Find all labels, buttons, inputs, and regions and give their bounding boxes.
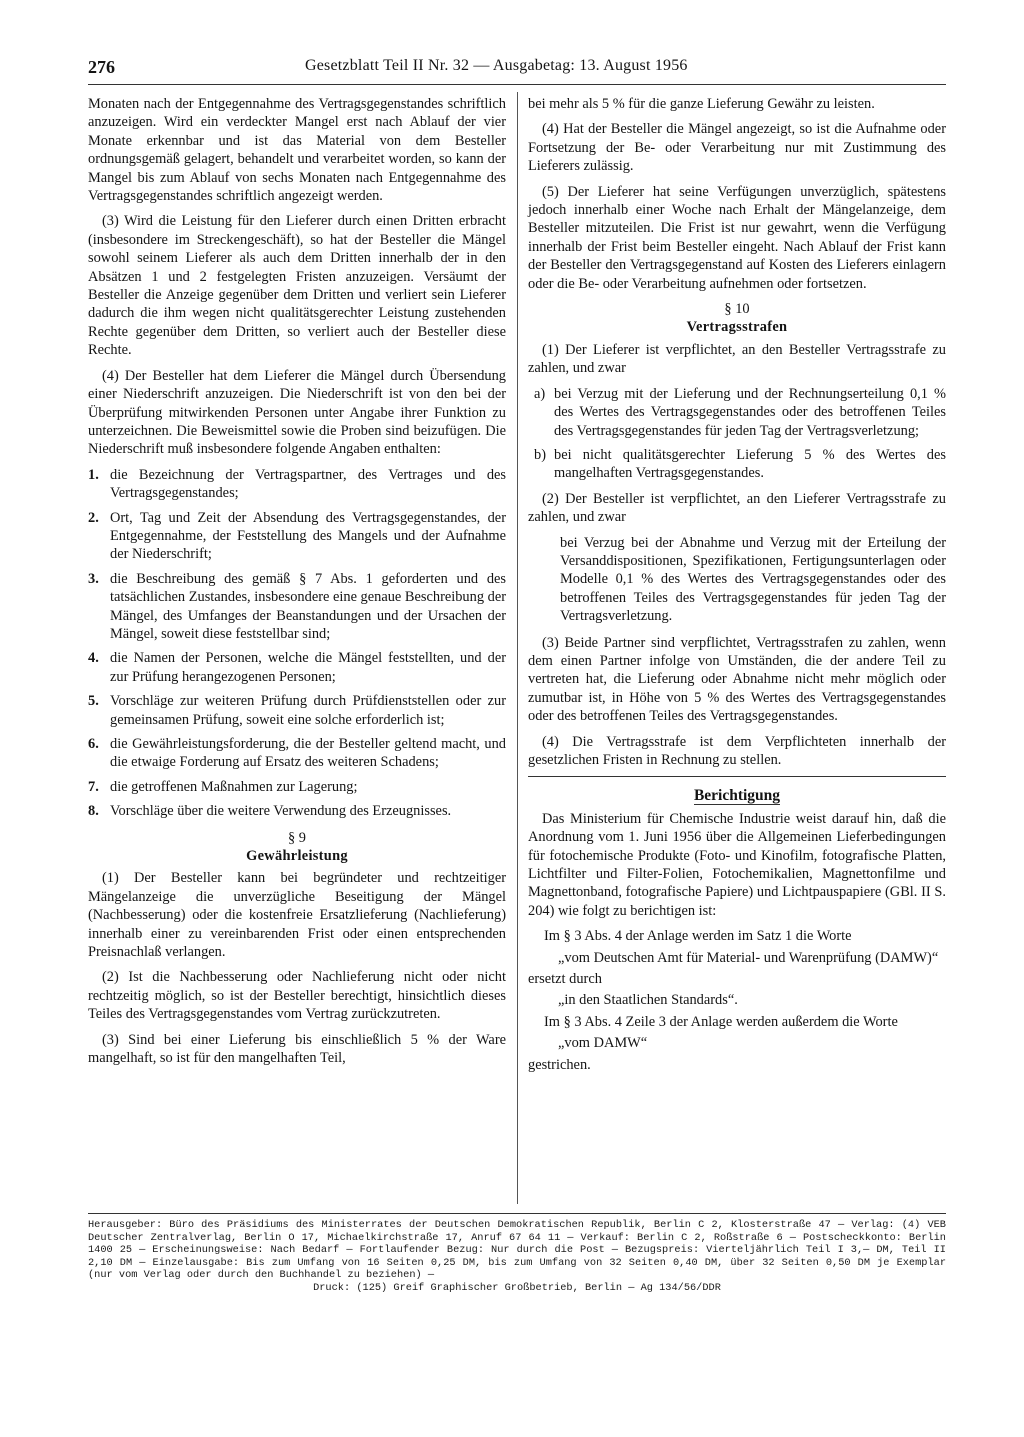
list-item-text: Vorschläge über die weitere Verwendung des Erzeugnisses. xyxy=(110,803,452,820)
list-item-text: die Gewährleistungsforderung, die der Besteller geltend macht, und die etwaige Forderung auf Ersatz des weiteren Schadens; xyxy=(110,736,506,771)
running-title: Gesetzblatt Teil II Nr. 32 — Ausgabetag: 13. August 1956 xyxy=(305,57,688,74)
section-9-number: § 9 xyxy=(288,829,306,846)
page-header xyxy=(88,57,946,83)
list-item-number: 7. xyxy=(88,778,99,795)
correction-intro: Das Ministerium für Chemische Industrie weist darauf hin, daß die Anordnung vom 1. Juni 1956 über die Allgemeinen Lieferbedingungen für fotochemische Produkte (Foto- und Kinofilm, fotografische Platten, Lichtfilter und Filter-Folien, Fotochemikalien, Magnettonfilme und Magnettonband, fotografische Papiere) und Lichtpauspapiere (GBl. II S. 204) wie folgt zu berichtigen ist: xyxy=(528,810,946,919)
correction-line: ersetzt durch xyxy=(528,971,602,988)
left-column xyxy=(88,95,506,1075)
list-item-number: 6. xyxy=(88,736,99,752)
correction-line: Im § 3 Abs. 4 Zeile 3 der Anlage werden außerdem die Worte xyxy=(544,1013,898,1030)
paragraph-9-3: (3) Sind bei einer Lieferung bis einschließlich 5 % der Ware mangelhaft, so ist für den mangelhaften Teil, xyxy=(88,1031,506,1067)
list-item xyxy=(88,649,506,686)
continued-paragraph: Monaten nach der Entgegennahme des Vertragsgegenstandes schriftlich anzuzeigen. Wird ein verdeckter Mangel erst nach Ablauf der vier Monate erkennbar und ist das Material von dem Besteller ordnungsgemäß gelagert, behandelt und verarbeitet worden, so kann der Mangel bis zum Ablauf von sechs Monaten nach Entgegennahme des Vertragsgegenstandes schriftlich angezeigt werden. xyxy=(88,96,506,205)
list-item-text: Ort, Tag und Zeit der Absendung des Vertragsgegenstandes, der Entgegennahme, der Feststellung des Mangels und der Aufnahme der Niederschrift; xyxy=(110,509,506,563)
list-item xyxy=(88,802,506,820)
paragraph-9-1: (1) Der Besteller kann bei begründeter und rechtzeitiger Mängelanzeige die unverzügliche Beseitigung der Mängel (Nachbesserung) oder die kostenfreie Ersatzlieferung (Nachlieferung) innerhalb einer zu vereinbarenden Frist oder einen entsprechenden Preisnachlaß verlangen. xyxy=(88,870,506,961)
list-item xyxy=(528,446,946,483)
correction-title xyxy=(528,787,946,805)
list-item-number: 1. xyxy=(88,466,99,483)
penalty-list xyxy=(528,385,946,483)
footer-rule xyxy=(88,1213,946,1214)
paragraph-9-2: (2) Ist die Nachbesserung oder Nachlieferung nicht oder nicht rechtzeitig möglich, so ist der Besteller berechtigt, hinsichtlich dieses Teiles des Vertragsgegenstandes vom Vertrag zurückzutreten. xyxy=(88,969,506,1023)
list-item xyxy=(528,385,946,440)
correction-quote: „in den Staatlichen Standards“. xyxy=(558,992,738,1009)
list-item-number: 4. xyxy=(88,650,99,667)
correction-quote: „vom DAMW“ xyxy=(558,1035,648,1052)
list-item-number: 2. xyxy=(88,509,99,526)
list-item-number: 3. xyxy=(88,570,99,587)
list-item xyxy=(88,735,506,772)
column-divider xyxy=(517,92,518,1204)
print-line: Druck: (125) Greif Graphischer Großbetrieb, Berlin — Ag 134/56/DDR xyxy=(313,1281,721,1294)
required-details-list xyxy=(88,466,506,821)
list-item-text: die Beschreibung des gemäß § 7 Abs. 1 geforderten und des tatsächlichen Zustandes, insbesondere eine genaue Beschreibung der Mängel, des Umfanges der Beanstandungen und der Ursachen der Mängel, soweit diese feststellbar sind; xyxy=(110,570,506,642)
list-item xyxy=(88,466,506,503)
section-9-title: Gewährleistung xyxy=(246,848,348,865)
list-item xyxy=(88,570,506,644)
correction-line: gestrichen. xyxy=(528,1056,591,1073)
paragraph-10-3: (3) Beide Partner sind verpflichtet, Vertragsstrafen zu zahlen, wenn dem einen Partner infolge von Umständen, die der andere Teil zu vertreten hat, die Lieferung oder Abnahme nicht mehr möglich oder zumutbar ist, in Höhe von 5 % des Wertes des Vertragsgegenstandes oder des betroffenen Teiles des Vertragsgegenstandes. xyxy=(528,634,946,725)
list-item xyxy=(88,692,506,729)
list-item-number: 5. xyxy=(88,693,99,710)
correction-title-text: Berichtigung xyxy=(693,787,781,805)
publisher-imprint xyxy=(88,1219,946,1295)
list-item-number: 8. xyxy=(88,803,99,820)
paragraph-9-5: (5) Der Lieferer hat seine Verfügungen unverzüglich, spätestens jedoch innerhalb einer Woche nach Erhalt der Mängelanzeige, dem Besteller mitzuteilen. Die Frist ist nur gewahrt, wenn die Verfügung innerhalb der Frist beim Besteller eingeht. Nach Ablauf der Frist kann der Besteller den Vertragsgegenstand auf Kosten des Lieferers einlagern oder die Be- oder Verarbeitung aufnehmen oder fortsetzen. xyxy=(528,183,946,292)
paragraph-10-2: (2) Der Besteller ist verpflichtet, an den Lieferer Vertragsstrafe zu zahlen, und zwar xyxy=(528,490,946,526)
page-number: 276 xyxy=(88,57,115,77)
correction-line: Im § 3 Abs. 4 der Anlage werden im Satz 1 die Worte xyxy=(544,928,852,945)
paragraph-9-4: (4) Hat der Besteller die Mängel angezeigt, so ist die Aufnahme oder Fortsetzung der Be- oder Verarbeitung nur mit Zustimmung des Lieferers zulässig. xyxy=(528,121,946,175)
list-item-text: die Namen der Personen, welche die Mängel feststellten, und der zur Prüfung herangezogenen Personen; xyxy=(110,650,506,685)
paragraph-10-2-detail: bei Verzug bei der Abnahme und Verzug mit der Erteilung der Versanddispositionen, Spezifikationen, Fertigungsunterlagen oder Modelle 0,1 % des Wertes des Vertragsgegenstandes oder des betroffenen Teiles des Vertragsgegenstandes für jeden Tag der Vertragsverletzung. xyxy=(560,534,946,625)
list-item-letter: b) xyxy=(534,446,546,463)
section-10-number: § 10 xyxy=(724,301,750,318)
right-column xyxy=(528,95,946,1077)
list-item-text: Vorschläge zur weiteren Prüfung durch Prüfdienststellen oder zur gemeinsamen Prüfung, soweit eine solche erforderlich ist; xyxy=(110,693,506,728)
paragraph-8-4: (4) Der Besteller hat dem Lieferer die Mängel durch Übersendung einer Niederschrift anzuzeigen. Die Niederschrift ist von den bei der Überprüfung mitwirkenden Personen unter Angabe ihrer Funktion zu unterzeichnen. Die Beweismittel sowie die Proben sind beizufügen. Die Niederschrift muß insbesondere folgende Angaben enthalten: xyxy=(88,367,506,458)
imprint-text: Herausgeber: Büro des Präsidiums des Ministerrates der Deutschen Demokratischen Republik, Berlin C 2, Klosterstraße 47 — Verlag: (4) VEB Deutscher Zentralverlag, Berlin O 17, Michaelkirchstraße 17, Anruf 67 64 11 — Verkauf: Berlin C 2, Roßstraße 6 — Postscheckkonto: Berlin 1400 25 — Erscheinungsweise: Nach Bedarf — Fortlaufender Bezug: Nur durch die Post — Bezugspreis: Vierteljährlich Teil I 3,— DM, Teil II 2,10 DM — Einzelausgabe: Bis zum Umfang von 16 Seiten 0,25 DM, bis zum Umfang von 32 Seiten 0,40 DM, über 32 Seiten 0,50 DM je Exemplar (nur vom Verlag oder durch den Buchhandel zu beziehen) — xyxy=(88,1219,946,1282)
header-rule xyxy=(88,84,946,85)
section-divider xyxy=(528,776,946,777)
list-item xyxy=(88,778,506,796)
continued-paragraph: bei mehr als 5 % für die ganze Lieferung Gewähr zu leisten. xyxy=(528,96,875,112)
list-item-text: die Bezeichnung der Vertragspartner, des Vertrages und des Vertragsgegenstandes; xyxy=(110,466,506,502)
section-10-title: Vertragsstrafen xyxy=(686,319,788,336)
list-item-text: die getroffenen Maßnahmen zur Lagerung; xyxy=(110,778,358,795)
list-item-text: bei Verzug mit der Lieferung und der Rechnungserteilung 0,1 % des Wertes des Vertragsgegenstandes oder des betroffenen Teiles des Vertragsgegenstandes für jeden Tag der Vertragsverletzung; xyxy=(554,385,946,439)
paragraph-10-1: (1) Der Lieferer ist verpflichtet, an den Besteller Vertragsstrafe zu zahlen, und zwar xyxy=(528,341,946,377)
paragraph-8-3: (3) Wird die Leistung für den Lieferer durch einen Dritten erbracht (insbesondere im Streckengeschäft), so hat der Besteller die Mängel sowohl seinem Lieferer als auch dem Dritten innerhalb der in den Absätzen 1 und 2 festgelegten Fristen anzuzeigen. Versäumt der Besteller die Anzeige gegenüber dem Dritten und verliert sein Lieferer dadurch die ihm wegen nicht qualitätsgerechter Leistung zustehenden Rechte gegenüber dem Dritten, so verliert auch der Besteller diese Rechte. xyxy=(88,213,506,359)
correction-quote: „vom Deutschen Amt für Material- und Warenprüfung (DAMW)“ xyxy=(558,949,939,966)
paragraph-10-4: (4) Die Vertragsstrafe ist dem Verpflichteten innerhalb der gesetzlichen Fristen in Rechnung zu stellen. xyxy=(528,733,946,768)
list-item xyxy=(88,509,506,564)
list-item-letter: a) xyxy=(534,385,546,402)
list-item-text: bei nicht qualitätsgerechter Lieferung 5 % des Wertes des mangelhaften Vertragsgegenstandes. xyxy=(554,446,946,482)
